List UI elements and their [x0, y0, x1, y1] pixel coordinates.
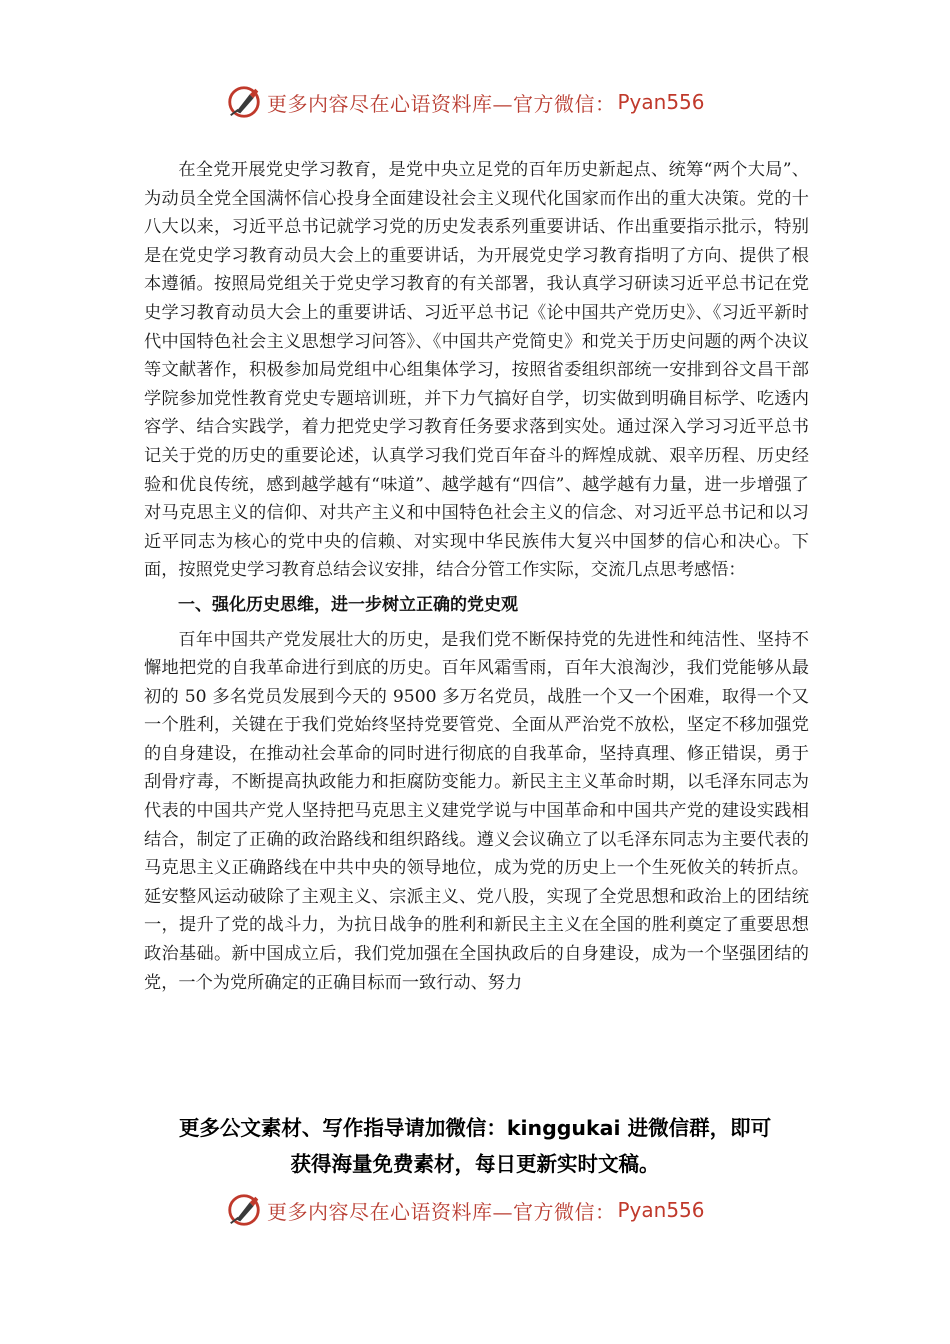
article-body [144, 156, 809, 997]
banner-wechat-id: Pyan556 [617, 1198, 705, 1222]
banner-text: 更多内容尽在心语资料库—官方微信： [267, 91, 616, 116]
promo-line-1: 更多公文素材、写作指导请加微信：kinggukai 进微信群，即可 [178, 1116, 772, 1140]
banner-text: 更多内容尽在心语资料库—官方微信： [267, 1199, 616, 1224]
paragraph-intro: 在全党开展党史学习教育，是党中央立足党的百年历史新起点、统筹“两个大局”、为动员全党全国满怀信心投身全面建设社会主义现代化国家而作出的重大决策。党的十八大以来，习近平总书记就学习党的历史发表系列重要讲话、作出重要指示批示，特别是在党史学习教育动员大会上的重要讲话，为开展党史学习教育指明了方向、提供了根本遵循。按照局党组关于党史学习教育的有关部署，我认真学习研读习近平总书记在党史学习教育动员大会上的重要讲话、习近平总书记《论中国共产党历史》、《习近平新时代中国特色社会主义思想学习问答》、《中国共产党简史》和党关于历史问题的两个决议等文献著作，积极参加局党组中心组集体学习，按照省委组织部统一安排到谷文昌干部学院参加党性教育党史专题培训班，并下力气搞好自学，切实做到明确目标学、吃透内容学、结合实践学，着力把党史学习教育任务要求落到实处。通过深入学习习近平总书记关于党的历史的重要论述，认真学习我们党百年奋斗的辉煌成就、艰辛历程、历史经验和优良传统，感到越学越有“味道”、越学越有“四信”、越学越有力量，进一步增强了对马克思主义的信仰、对共产主义和中国特色社会主义的信念、对习近平总书记和以习近平同志为核心的党中央的信赖、对实现中华民族伟大复兴中国梦的信心和决心。下面，按照党史学习教育总结会议安排，结合分管工作实际，交流几点思考感悟： [144, 160, 809, 581]
promo-line-2: 获得海量免费素材，每日更新实时文稿。 [290, 1152, 660, 1176]
paragraph-section-1: 百年中国共产党发展壮大的历史，是我们党不断保持党的先进性和纯洁性、坚持不懈地把党的自我革命进行到底的历史。百年风霜雪雨，百年大浪淘沙，我们党能够从最初的 50 多名党员发展到今天的 9500 多万名党员，战胜一个又一个困难，取得一个又一个胜利，关键在于我们党始终坚持党要管党、全面从严治党不放松，坚定不移加强党的自身建设，在推动社会革命的同时进行彻底的自我革命，坚持真理、修正错误，勇于刮骨疗毒，不断提高执政能力和拒腐防变能力。新民主主义革命时期，以毛泽东同志为代表的中国共产党人坚持把马克思主义建党学说与中国革命和中国共产党的建设实践相结合，制定了正确的政治路线和组织路线。遵义会议确立了以毛泽东同志为主要代表的马克思主义正确路线在中共中央的领导地位，成为党的历史上一个生死攸关的转折点。延安整风运动破除了主观主义、宗派主义、党八股，实现了全党思想和政治上的团结统一，提升了党的战斗力，为抗日战争的胜利和新民主主义在全国的胜利奠定了重要思想政治基础。新中国成立后，我们党加强在全国执政后的自身建设，成为一个坚强团结的党，一个为党所确定的正确目标而一致行动、努力 [144, 629, 809, 993]
banner-wechat-id: Pyan556 [617, 90, 705, 114]
pen-nib-logo-icon [225, 1191, 263, 1229]
promo-note [100, 1110, 850, 1182]
footer-banner [225, 1190, 745, 1230]
pen-nib-logo-icon [225, 83, 263, 121]
section-heading-1: 一、强化历史思维，进一步树立正确的党史观 [178, 594, 518, 615]
header-banner [225, 82, 745, 122]
